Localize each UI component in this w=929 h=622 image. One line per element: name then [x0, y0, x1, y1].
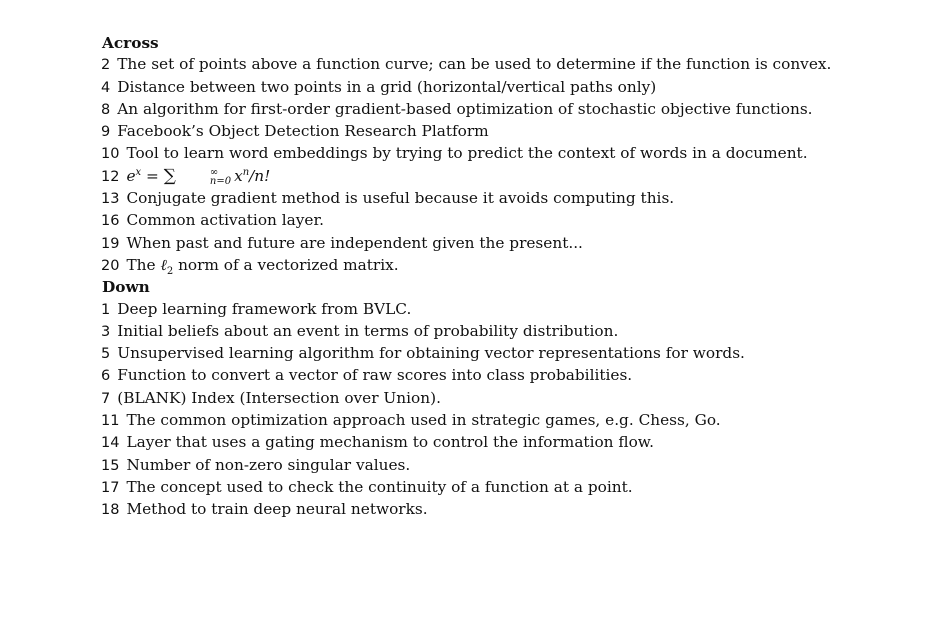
norm-subscript: 2	[166, 266, 174, 278]
down-clue-11	[68, 410, 841, 432]
down-clue-6	[68, 365, 841, 387]
formula-lhs-exp: x	[135, 166, 142, 178]
down-clue-15	[68, 455, 841, 477]
clue-number: 17	[101, 479, 120, 496]
sum-lower: n=0	[209, 175, 232, 187]
clue-text: Layer that uses a gating mechanism to control the information flow.	[126, 433, 654, 452]
clue-number: 20	[101, 257, 120, 274]
down-clue-5	[68, 343, 841, 365]
clue-text: Function to convert a vector of raw scores into class probabilities.	[117, 366, 633, 385]
across-clue-2	[68, 54, 841, 76]
across-clue-9	[68, 121, 841, 143]
clue-text: The common optimization approach used in strategic games, e.g. Chess, Go.	[126, 411, 721, 430]
crossword-clues	[68, 33, 841, 522]
formula-equals: =	[146, 166, 159, 185]
clue-number: 4	[101, 79, 111, 96]
across-clue-19	[68, 233, 841, 255]
norm-symbol	[160, 255, 174, 278]
clue-number: 9	[101, 124, 111, 141]
clue-number: 8	[101, 101, 111, 118]
clue-text-after: norm of a vectorized matrix.	[178, 255, 399, 274]
clue-number: 6	[101, 368, 111, 385]
clue-text: The concept used to check the continuity of a function at a point.	[126, 477, 633, 496]
ell-symbol: ℓ	[160, 255, 167, 274]
clue-number: 7	[101, 390, 111, 407]
down-clue-17	[68, 477, 841, 499]
clue-number: 18	[101, 502, 120, 519]
clue-number: 15	[101, 457, 120, 474]
clue-text: (BLANK) Index (Intersection over Union).	[117, 388, 441, 407]
down-clue-1	[68, 299, 841, 321]
down-clue-14	[68, 432, 841, 454]
clue-number: 11	[101, 413, 120, 430]
down-clue-18	[68, 499, 841, 521]
clue-number: 10	[101, 146, 120, 163]
clue-text: An algorithm for first-order gradient-based optimization of stochastic objective functions.	[117, 99, 813, 118]
clue-number: 14	[101, 435, 120, 452]
down-heading: Down	[102, 278, 150, 297]
clue-number: 1	[101, 301, 111, 318]
clue-text: The set of points above a function curve; can be used to determine if the function is convex.	[117, 55, 832, 74]
down-clue-3	[68, 321, 841, 343]
formula-term-exp: n	[242, 166, 250, 178]
clue-text: Method to train deep neural networks.	[126, 500, 428, 519]
clue-text: Distance between two points in a grid (horizontal/vertical paths only)	[117, 77, 657, 96]
across-clue-8	[68, 99, 841, 121]
clue-number: 19	[101, 235, 120, 252]
across-clue-4	[68, 77, 841, 99]
clue-number: 12	[101, 168, 120, 185]
sum-symbol: ∑	[163, 165, 176, 186]
clue-text-before: The	[126, 255, 156, 274]
clue-text: Facebook’s Object Detection Research Platform	[117, 122, 489, 141]
clue-number: 2	[101, 57, 111, 74]
sum-upper: ∞	[209, 166, 219, 178]
clue-text: Deep learning framework from BVLC.	[117, 299, 412, 318]
formula-exp-series	[126, 167, 270, 185]
across-clue-12	[68, 166, 841, 188]
across-heading: Across	[102, 34, 159, 52]
down-clue-7	[68, 388, 841, 410]
clue-text: Initial beliefs about an event in terms of probability distribution.	[117, 321, 619, 340]
across-clue-20	[68, 255, 841, 277]
clue-number: 3	[101, 323, 111, 340]
across-clue-16	[68, 210, 841, 232]
clue-number: 5	[101, 346, 111, 363]
across-clue-10	[68, 143, 841, 165]
clue-number: 13	[101, 191, 120, 208]
clue-number: 16	[101, 213, 120, 230]
clue-text: Common activation layer.	[126, 211, 324, 230]
clue-text: Number of non-zero singular values.	[126, 455, 411, 474]
formula-term-base: x	[234, 166, 243, 185]
across-clue-13	[68, 188, 841, 210]
clue-text: Conjugate gradient method is useful because it avoids computing this.	[126, 189, 675, 208]
clue-text: When past and future are independent given the present...	[126, 233, 583, 252]
clue-text: Unsupervised learning algorithm for obtaining vector representations for words.	[117, 344, 745, 363]
sum-limits	[177, 168, 231, 186]
formula-lhs-base: e	[126, 166, 136, 185]
formula-term-tail: /n!	[249, 166, 271, 185]
clue-text: Tool to learn word embeddings by trying to predict the context of words in a document.	[126, 144, 808, 163]
